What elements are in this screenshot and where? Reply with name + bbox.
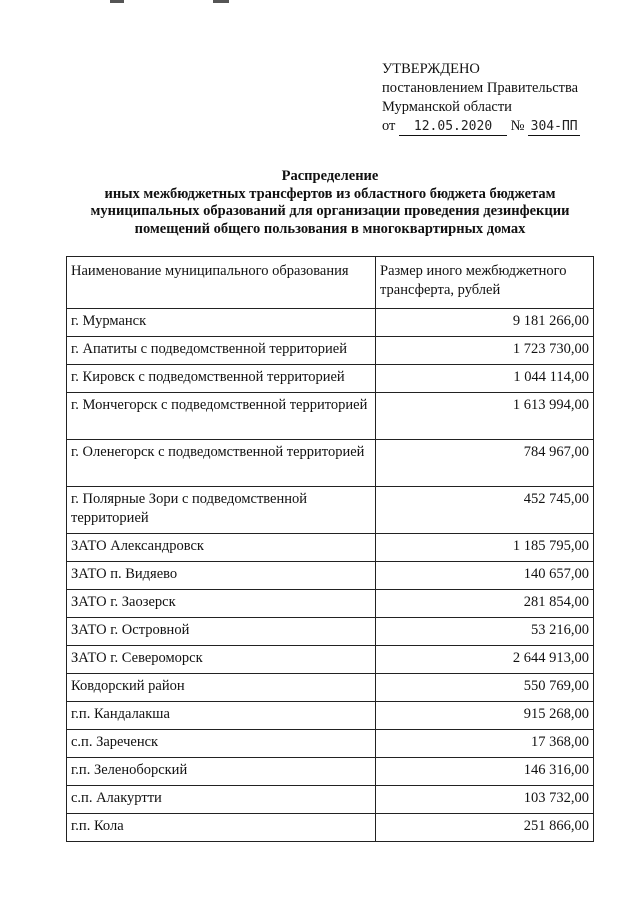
table-row [67,730,594,758]
municipality-name: г. Мурманск [67,309,376,337]
table-row [67,487,594,534]
table-row [67,702,594,730]
table-row [67,646,594,674]
transfer-amount: 281 854,00 [376,590,594,618]
transfer-amount: 1 613 994,00 [376,393,594,440]
approval-line: постановлением Правительства [382,80,579,96]
transfer-amount: 1 185 795,00 [376,534,594,562]
municipality-name: г.п. Кола [67,814,376,842]
document-title [40,168,620,238]
table-row [67,365,594,393]
table-row [67,758,594,786]
municipality-name: ЗАТО г. Заозерск [67,590,376,618]
table-row [67,309,594,337]
municipality-name: г. Оленегорск с подведомственной территорией [67,440,376,487]
transfer-amount: 251 866,00 [376,814,594,842]
number-prefix: № [510,118,525,134]
table-row [67,337,594,365]
approval-number: 304-ПП [528,119,580,136]
transfer-amount: 140 657,00 [376,562,594,590]
approval-stamp [382,60,612,136]
scan-artifact-mark [110,0,124,3]
date-prefix: от [382,118,396,134]
distribution-table [66,256,594,842]
table-row [67,590,594,618]
transfer-amount: 9 181 266,00 [376,309,594,337]
municipality-name: ЗАТО Александровск [67,534,376,562]
municipality-name: г.п. Зеленоборский [67,758,376,786]
approval-line: Мурманской области [382,99,512,115]
municipality-name: ЗАТО г. Островной [67,618,376,646]
approval-date: 12.05.2020 [399,119,507,136]
table-header-row [67,257,594,309]
municipality-name: г.п. Кандалакша [67,702,376,730]
table-row [67,534,594,562]
title-line: Распределение [281,168,379,184]
transfer-amount: 550 769,00 [376,674,594,702]
municipality-name: г. Апатиты с подведомственной территорией [67,337,376,365]
transfer-amount: 1 723 730,00 [376,337,594,365]
table-row [67,674,594,702]
transfer-amount: 784 967,00 [376,440,594,487]
municipality-name: ЗАТО п. Видяево [67,562,376,590]
table-row [67,440,594,487]
approval-heading: УТВЕРЖДЕНО [382,61,480,77]
table-row [67,393,594,440]
municipality-name: г. Мончегорск с подведомственной территорией [67,393,376,440]
municipality-name: ЗАТО г. Североморск [67,646,376,674]
header-name: Наименование муниципального образования [67,257,376,309]
title-line: помещений общего пользования в многоквартирных домах [134,220,526,237]
transfer-amount: 452 745,00 [376,487,594,534]
scan-artifact-mark [213,0,229,3]
table-row [67,814,594,842]
transfer-amount: 915 268,00 [376,702,594,730]
title-line: иных межбюджетных трансфертов из областного бюджета бюджетам [104,185,556,202]
transfer-amount: 53 216,00 [376,618,594,646]
table-row [67,786,594,814]
transfer-amount: 103 732,00 [376,786,594,814]
transfer-amount: 1 044 114,00 [376,365,594,393]
municipality-name: Ковдорский район [67,674,376,702]
title-line: муниципальных образований для организации проведения дезинфекции [90,203,570,219]
header-amount: Размер иного межбюджетного трансферта, рублей [376,257,594,309]
municipality-name: с.п. Зареченск [67,730,376,758]
municipality-name: г. Полярные Зори с подведомственной территорией [67,487,376,534]
municipality-name: г. Кировск с подведомственной территорией [67,365,376,393]
approval-date-line [382,117,612,136]
table-row [67,562,594,590]
transfer-amount: 17 368,00 [376,730,594,758]
transfer-amount: 2 644 913,00 [376,646,594,674]
municipality-name: с.п. Алакуртти [67,786,376,814]
table-row [67,618,594,646]
transfer-amount: 146 316,00 [376,758,594,786]
